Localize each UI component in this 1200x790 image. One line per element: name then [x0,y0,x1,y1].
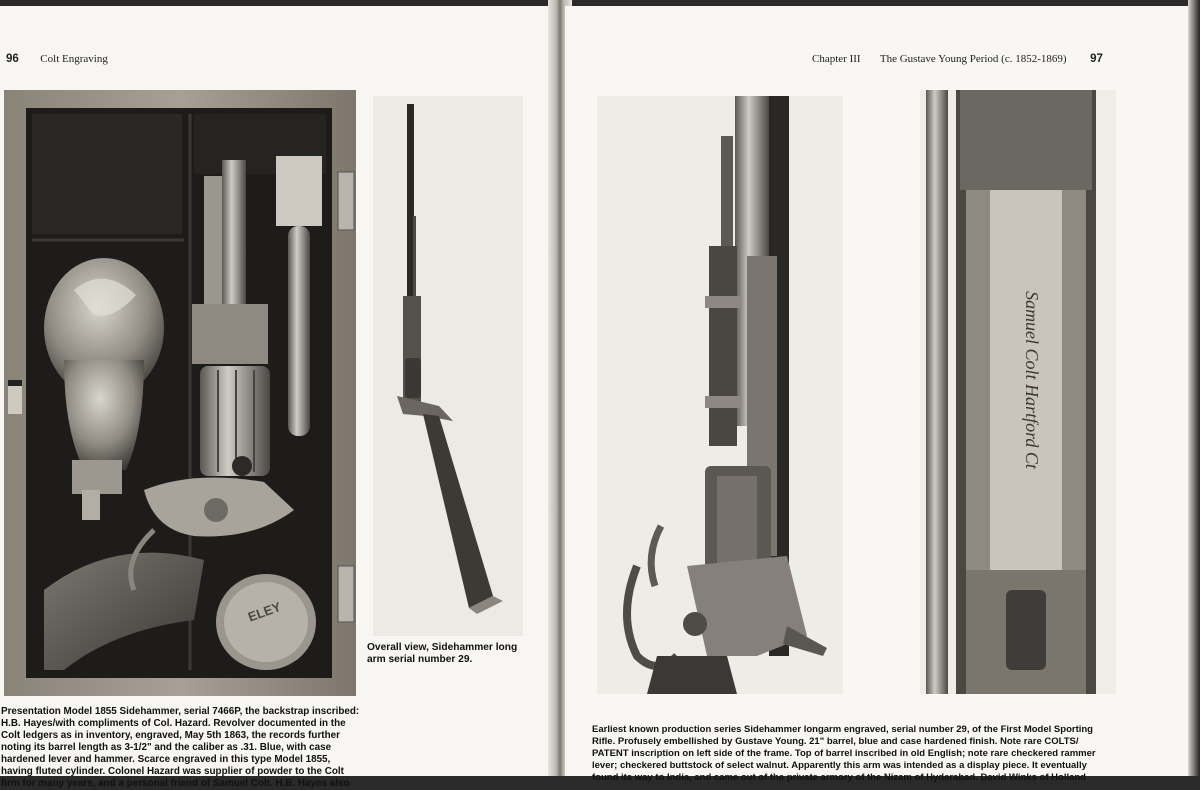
caption-line: having fluted cylinder. Colonel Hazard was supplier of powder to the Colt [1,766,344,777]
cased-revolver-illustration [4,90,356,696]
right-page [565,6,1193,783]
sidehammer-longarm-caption [592,724,1096,784]
left-page-number: 96 [6,53,19,65]
caption-line: H.B. Hayes/with compliments of Col. Hazard. Revolver documented in the [1,718,346,729]
caption-line: noting its barrel length as 3-1/2" and the caliber as .31. Blue, with case [1,742,332,753]
right-page-number: 97 [1090,53,1103,65]
caption-line: Presentation Model 1855 Sidehammer, serial 7466P, the backstrap inscribed: [1,706,360,717]
sidehammer-action-photo [597,96,843,694]
long-arm-overall-photo [373,96,523,636]
caption-line: arm serial number 29. [367,654,473,665]
barrel-inscription-text: Samuel Colt Hartford Ct [1022,291,1042,469]
sidehammer-action-illustration [597,96,843,694]
caption-line: hardened lever and hammer. Scarce engraved in this type Model 1855, [1,754,331,765]
barrel-inscription-illustration [920,90,1116,694]
left-page [0,6,555,789]
left-header [6,53,108,65]
caption-line: Rifle. Profusely embellished by Gustave Young. 21" barrel, blue and case hardened finish. Note rare COLTS/ [592,736,1079,747]
overall-view-caption [367,642,517,666]
chapter-title: The Gustave Young Period (c. 1852-1869) [879,53,1067,65]
caption-line: found its way to India, and came out of the private armory of the Nizam of Hyderabad. David Winks of Holland [592,772,1086,783]
caption-line: Colt ledgers as in inventory, engraved, May 5th 1863, the records further [1,730,340,741]
right-header [812,53,1103,65]
cased-revolver-photo [4,90,356,696]
chapter-label: Chapter III [812,53,861,65]
caption-line: PATENT inscription on left side of the frame. Top of barrel inscribed in old English; note rare checkered rammer [592,748,1096,759]
book-edge [1188,0,1200,776]
long-arm-illustration [373,96,523,636]
barrel-inscription-photo [920,90,1116,694]
caption-line: Overall view, Sidehammer long [367,642,518,653]
revolver-caption [1,706,359,790]
caption-line: lever; checkered buttstock of select walnut. Apparently this arm was intended as a display piece. It eventually [592,760,1087,771]
caption-line: firm for many years, and a personal friend of Samuel Colt. H.B. Hayes also [1,778,350,789]
caps-tin-label: ELEY [245,598,283,625]
left-running-head: Colt Engraving [40,53,108,65]
caption-line: Earliest known production series Sidehammer longarm engraved, serial number 29, of the First Model Sporting [592,724,1093,735]
